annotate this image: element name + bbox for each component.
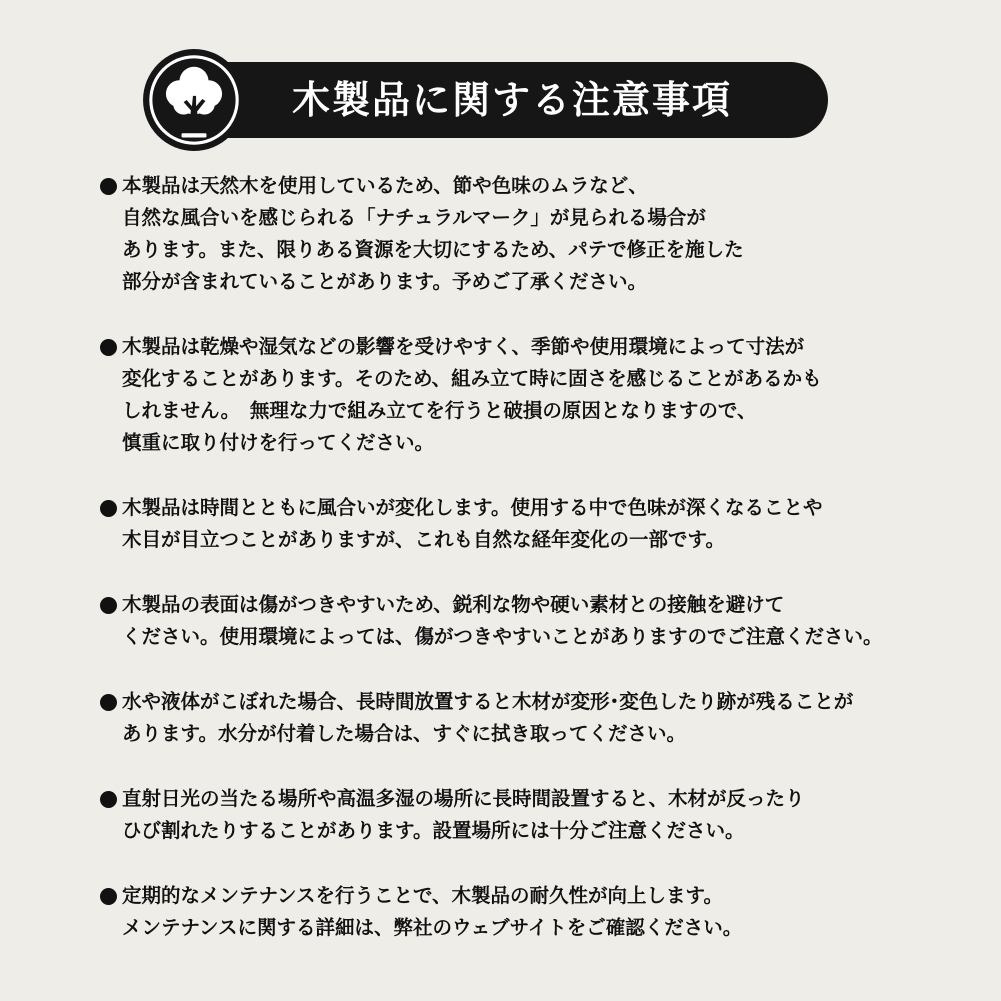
note-line: ください。使用環境によっては、傷がつきやすいことがありますのでご注意ください。 bbox=[122, 625, 883, 648]
note-line: あります。水分が付着した場合は、すぐに拭き取ってください。 bbox=[122, 722, 686, 745]
note-item bbox=[100, 783, 960, 847]
note-line: 自然な風合いを感じられる「ナチュラルマーク」が見られる場合が bbox=[122, 206, 706, 229]
bullet bbox=[100, 500, 117, 517]
note-line: 慎重に取り付けを行ってください。 bbox=[122, 431, 435, 454]
page-title: 木製品に関する注意事項 bbox=[292, 78, 733, 122]
title-bar bbox=[182, 62, 828, 138]
note-line: あります。また、限りある資源を大切にするため、パテで修正を施した bbox=[122, 238, 744, 261]
bullet bbox=[100, 888, 117, 905]
bullet bbox=[100, 694, 117, 711]
note-item bbox=[100, 331, 960, 459]
note-line: 木製品の表面は傷がつきやすいため、鋭利な物や硬い素材との接触を避けて bbox=[122, 593, 785, 616]
bullet bbox=[100, 178, 117, 195]
note-line: 定期的なメンテナンスを行うことで、木製品の耐久性が向上します。 bbox=[122, 884, 723, 907]
note-item bbox=[100, 686, 960, 750]
note-item bbox=[100, 170, 960, 298]
bullet bbox=[100, 597, 117, 614]
note-line: 木目が目立つことがありますが、これも自然な経年変化の一部です。 bbox=[122, 528, 725, 551]
note-line: 水や液体がこぼれた場合、長時間放置すると木材が変形･変色したり跡が残ることが bbox=[122, 690, 854, 713]
tree-icon bbox=[142, 48, 246, 152]
notes-list bbox=[100, 170, 960, 944]
note-item bbox=[100, 880, 960, 944]
note-line: 本製品は天然木を使用しているため、節や色味のムラなど、 bbox=[122, 174, 648, 197]
header bbox=[142, 58, 828, 150]
note-line: しれません。 無理な力で組み立てを行うと破損の原因となりますので、 bbox=[122, 399, 757, 422]
note-line: ひび割れたりすることがあります。設置場所には十分ご注意ください。 bbox=[122, 819, 745, 842]
note-line: 変化することがあります。そのため、組み立て時に固さを感じることがあるかも bbox=[122, 367, 822, 390]
note-line: 部分が含まれていることがあります。予めご了承ください。 bbox=[122, 270, 647, 293]
bullet bbox=[100, 339, 117, 356]
note-item bbox=[100, 589, 960, 653]
note-line: 直射日光の当たる場所や高温多湿の場所に長時間設置すると、木材が反ったり bbox=[122, 787, 805, 810]
note-line: 木製品は乾燥や湿気などの影響を受けやすく、季節や使用環境によって寸法が bbox=[122, 335, 805, 358]
bullet bbox=[100, 791, 117, 808]
note-line: メンテナンスに関する詳細は、弊社のウェブサイトをご確認ください。 bbox=[122, 916, 743, 939]
note-item bbox=[100, 492, 960, 556]
note-line: 木製品は時間とともに風合いが変化します。使用する中で色味が深くなることや bbox=[122, 496, 823, 519]
